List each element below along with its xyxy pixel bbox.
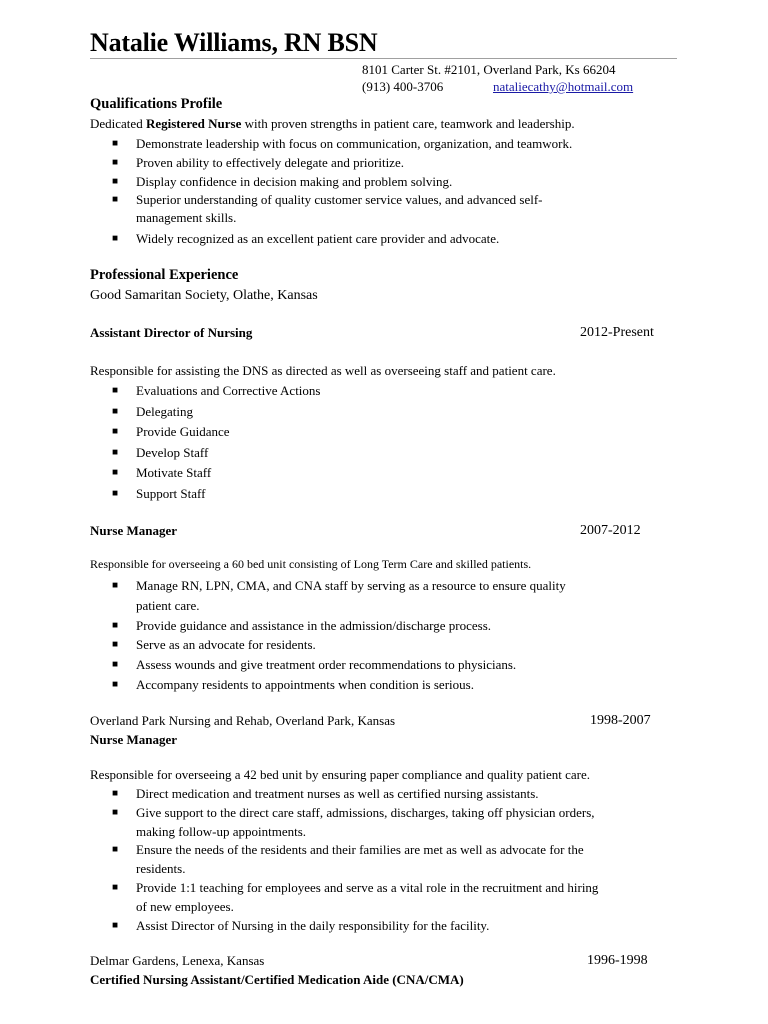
list-item: ■ Widely recognized as an excellent patient care provider and advocate.	[112, 231, 500, 246]
job-1-summary: Responsible for assisting the DNS as directed as well as overseeing staff and patient care.	[90, 363, 556, 378]
square-bullet-icon: ■	[112, 881, 119, 893]
square-bullet-icon: ■	[112, 467, 119, 479]
list-item: ■ Demonstrate leadership with focus on communication, organization, and teamwork.	[112, 136, 573, 151]
list-item: ■ Develop Staff	[90, 443, 320, 464]
list-item: ■ Evaluations and Corrective Actions	[90, 381, 320, 402]
job-3-title: Nurse Manager	[90, 732, 178, 747]
job-3-list	[90, 785, 598, 935]
job-2-dates: 2007-2012	[580, 523, 641, 538]
square-bullet-icon: ■	[112, 619, 119, 631]
square-bullet-icon: ■	[112, 639, 119, 651]
list-item: ■ Motivate Staff	[90, 463, 320, 484]
square-bullet-icon: ■	[112, 194, 119, 205]
list-item: ■ Accompany residents to appointments when condition is serious.	[90, 675, 566, 695]
list-item: ■ Provide Guidance	[90, 422, 320, 443]
square-bullet-icon: ■	[112, 157, 119, 168]
job-3-summary: Responsible for overseeing a 42 bed unit by ensuring paper compliance and quality patient care.	[90, 767, 590, 782]
list-item: ■ Delegating	[90, 402, 320, 423]
employer-2-dates: 1998-2007	[590, 713, 651, 728]
job-2-list	[90, 576, 566, 695]
square-bullet-icon: ■	[112, 919, 119, 931]
square-bullet-icon: ■	[112, 446, 119, 458]
experience-heading: Professional Experience	[90, 267, 239, 283]
square-bullet-icon: ■	[112, 405, 119, 417]
job-1-dates: 2012-Present	[580, 325, 654, 340]
square-bullet-icon: ■	[112, 176, 119, 187]
list-item: ■ Proven ability to effectively delegate and prioritize.	[112, 155, 404, 170]
job-1-title: Assistant Director of Nursing	[90, 325, 253, 340]
employer-1: Good Samaritan Society, Olathe, Kansas	[90, 288, 318, 303]
phone: (913) 400-3706	[362, 79, 444, 94]
job-2-summary: Responsible for overseeing a 60 bed unit consisting of Long Term Care and skilled patients.	[90, 557, 532, 571]
list-item: ■ Support Staff	[90, 484, 320, 505]
job-1-list	[90, 381, 320, 505]
square-bullet-icon: ■	[112, 487, 119, 499]
square-bullet-icon: ■	[112, 426, 119, 438]
list-item: ■ Give support to the direct care staff, admissions, discharges, taking off physician orders, making follow-up appointments.	[112, 804, 595, 839]
square-bullet-icon: ■	[112, 580, 119, 591]
list-item: ■ Assist Director of Nursing in the daily responsibility for the facility.	[90, 917, 598, 936]
list-item: ■ Direct medication and treatment nurses as well as certified nursing assistants.	[90, 785, 598, 804]
qualifications-intro	[90, 116, 575, 132]
employer-2: Overland Park Nursing and Rehab, Overland Park, Kansas	[90, 713, 396, 728]
qualifications-list	[90, 134, 572, 248]
header-divider	[90, 58, 677, 59]
intro-pre: Dedicated	[90, 116, 146, 131]
employer-3: Delmar Gardens, Lenexa, Kansas	[90, 953, 265, 968]
list-item: ■ Ensure the needs of the residents and their families are met as well as advocate for the residents.	[112, 842, 584, 877]
square-bullet-icon: ■	[112, 659, 119, 671]
list-item: ■ Superior understanding of quality customer service values, and advanced self- management skills.	[112, 192, 543, 225]
square-bullet-icon: ■	[112, 844, 119, 856]
list-item: ■ Serve as an advocate for residents.	[90, 635, 566, 655]
qualifications-heading: Qualifications Profile	[90, 96, 223, 112]
square-bullet-icon: ■	[112, 233, 119, 244]
candidate-name: Natalie Williams, RN BSN	[90, 28, 378, 57]
intro-bold: Registered Nurse	[145, 116, 242, 131]
job-4-title: Certified Nursing Assistant/Certified Medication Aide (CNA/CMA)	[90, 972, 464, 987]
square-bullet-icon: ■	[112, 385, 119, 396]
address: 8101 Carter St. #2101, Overland Park, Ks 66204	[362, 62, 616, 77]
intro-post: with proven strengths in patient care, teamwork and leadership.	[241, 116, 575, 131]
contact-block	[362, 61, 634, 95]
email-link[interactable]: nataliecathy@hotmail.com	[493, 79, 634, 94]
list-item: ■ Provide guidance and assistance in the admission/discharge process.	[90, 616, 566, 636]
square-bullet-icon: ■	[112, 138, 119, 149]
list-item: ■ Assess wounds and give treatment order recommendations to physicians.	[90, 655, 566, 675]
list-item: ■ Manage RN, LPN, CMA, and CNA staff by serving as a resource to ensure quality patient care.	[112, 578, 566, 613]
job-2-title: Nurse Manager	[90, 523, 178, 538]
square-bullet-icon: ■	[112, 806, 119, 818]
list-item: ■ Provide 1:1 teaching for employees and serve as a vital role in the recruitment and hiring of new employees.	[112, 879, 599, 914]
list-item: ■ Display confidence in decision making and problem solving.	[112, 174, 453, 189]
square-bullet-icon: ■	[112, 678, 119, 690]
employer-3-dates: 1996-1998	[587, 953, 648, 968]
square-bullet-icon: ■	[112, 788, 119, 799]
